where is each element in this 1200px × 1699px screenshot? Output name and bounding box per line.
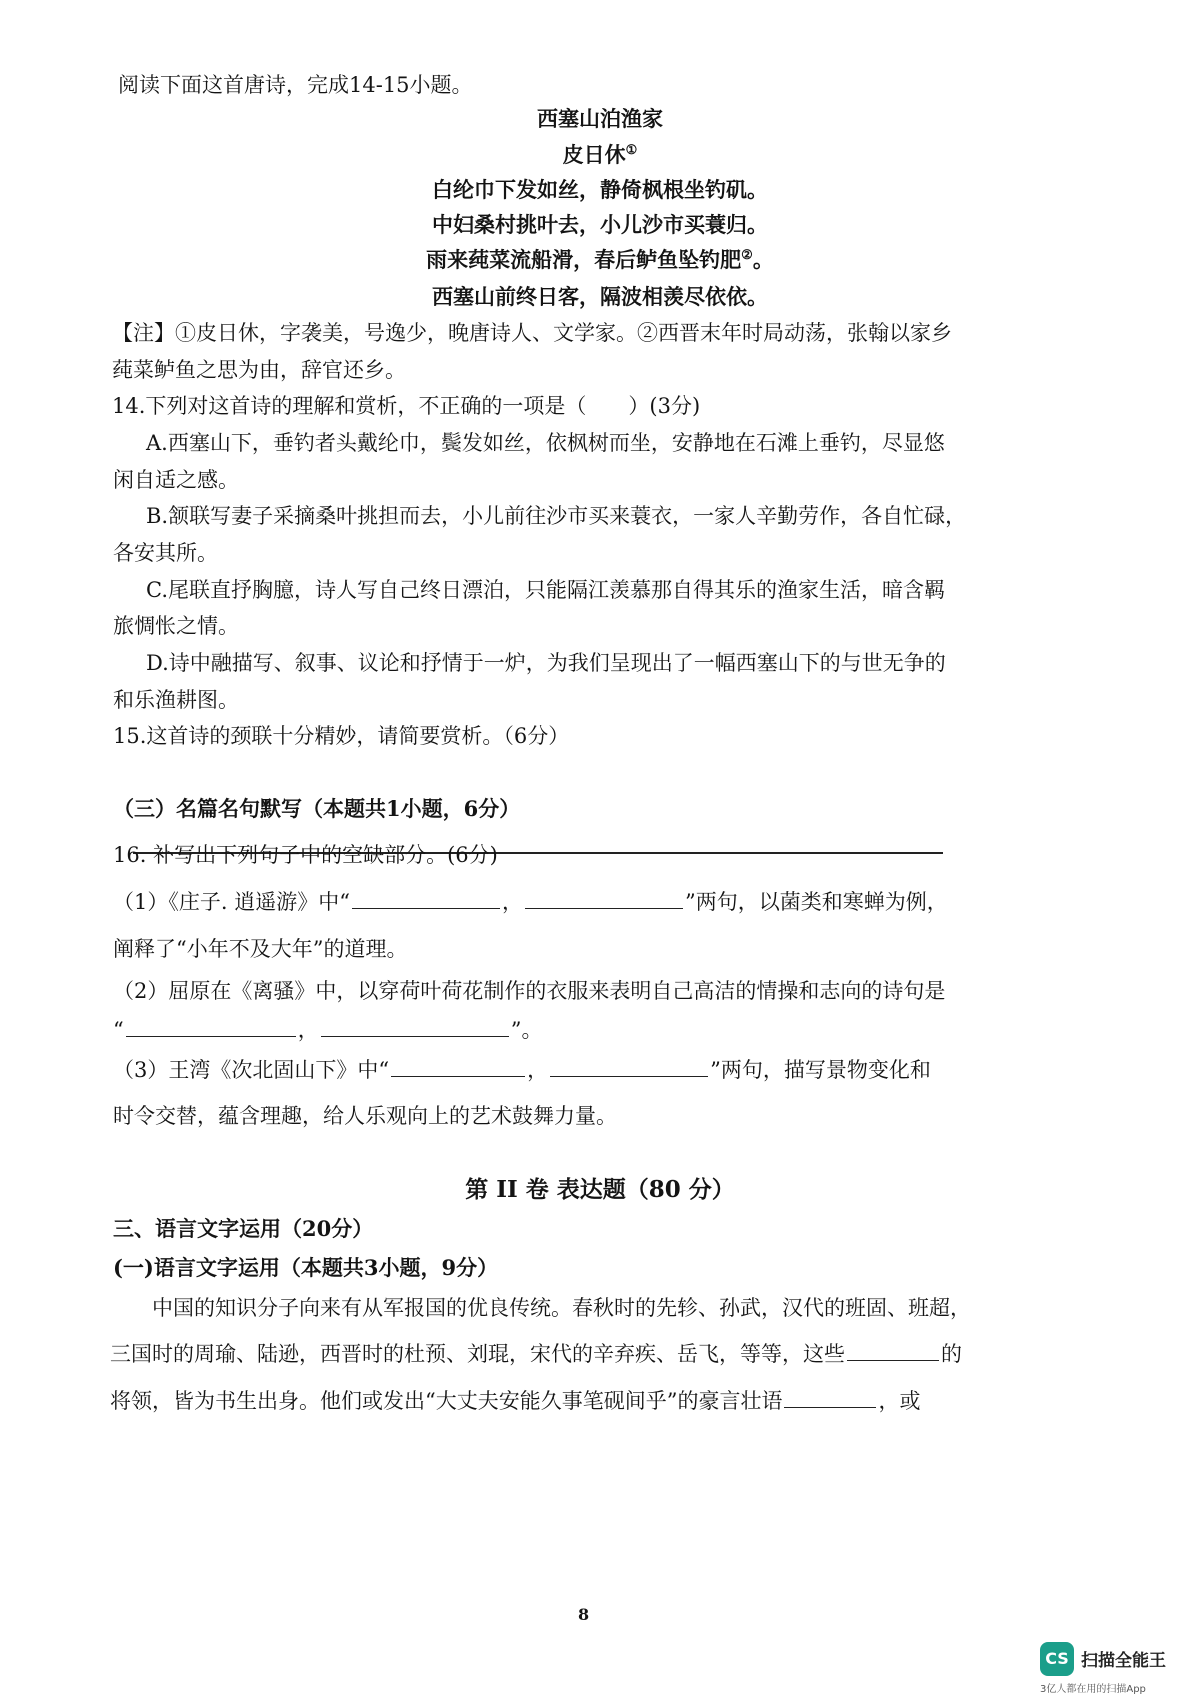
fill-blank[interactable]	[525, 888, 683, 909]
option-b-line-1: B.颔联写妻子采摘桑叶挑担而去，小儿前往沙市买来蓑衣，一家人辛勤劳作，各自忙碌，	[146, 504, 967, 528]
fill-blank[interactable]	[321, 1016, 509, 1037]
fill-blank[interactable]	[847, 1340, 939, 1361]
poem-title: 西塞山泊渔家	[537, 106, 663, 131]
option-a-line-2: 闲自适之感。	[113, 468, 239, 492]
option-a-line-1: A.西塞山下，垂钓者头戴纶巾，鬓发如丝，依枫树而坐，安静地在石滩上垂钓，尽显悠	[146, 431, 945, 455]
page-number: 8	[578, 1605, 590, 1624]
option-c-line-1: C.尾联直抒胸臆，诗人写自己终日漂泊，只能隔江羡慕那自得其乐的渔家生活，暗含羁	[146, 578, 945, 602]
note-line-1: 【注】①皮日休，字袭美，号逸少，晚唐诗人、文学家。②西晋末年时局动荡，张翰以家乡	[112, 321, 952, 345]
watermark-name: 扫描全能王	[1081, 1651, 1166, 1671]
author-footnote-mark: ①	[625, 143, 638, 158]
reading-intro: 阅读下面这首唐诗，完成14-15小题。	[118, 73, 473, 97]
scanner-watermark	[1040, 1642, 1190, 1695]
question-16-stem: 16. 补写出下列句子中的空缺部分。(6分)	[113, 843, 498, 867]
poem-author: 皮日休①	[562, 142, 638, 167]
passage-line-1: 中国的知识分子向来有从军报国的优良传统。春秋时的先轸、孙武，汉代的班固、班超，	[152, 1296, 971, 1320]
part-2-title: 第 II 卷 表达题（80 分）	[465, 1176, 735, 1203]
fill-blank[interactable]	[784, 1387, 876, 1408]
q16-part-1: （1）《庄子. 逍遥游》中“ ， ”两句，以菌类和寒蝉为例，	[113, 890, 948, 914]
option-d-line-1: D.诗中融描写、叙事、议论和抒情于一炉，为我们呈现出了一幅西塞山下的与世无争的	[146, 651, 946, 675]
section-language-subtitle: (一)语言文字运用（本题共3小题，9分）	[113, 1255, 499, 1280]
poem-line-2: 中妇桑村挑叶去，小儿沙市买蓑归。	[432, 212, 768, 237]
section-3-title: （三）名篇名句默写（本题共1小题，6分）	[113, 796, 521, 821]
camscanner-logo-icon: CS	[1040, 1642, 1074, 1676]
q16-part-2-line-2: “ ， ”。	[113, 1018, 543, 1042]
option-c-line-2: 旅惆怅之情。	[113, 614, 239, 638]
fill-blank[interactable]	[352, 888, 500, 909]
option-b-line-2: 各安其所。	[113, 541, 218, 565]
fill-blank[interactable]	[391, 1056, 525, 1077]
passage-line-2: 三国时的周瑜、陆逊，西晋时的杜预、刘琨，宋代的辛弃疾、岳飞，等等，这些 的	[110, 1342, 962, 1366]
option-d-line-2: 和乐渔耕图。	[113, 688, 239, 712]
question-14-stem: 14.下列对这首诗的理解和赏析，不正确的一项是（ ）(3分)	[112, 394, 701, 418]
section-language-title: 三、语言文字运用（20分）	[113, 1216, 374, 1241]
passage-line-3: 将领，皆为书生出身。他们或发出“大丈夫安能久事笔砚间乎”的豪言壮语 ，或	[110, 1389, 921, 1413]
fill-blank[interactable]	[126, 1016, 296, 1037]
watermark-tagline: 3亿人都在用的扫描App	[1040, 1684, 1146, 1695]
q16-part-3: （3）王湾《次北固山下》中“ ， ”两句，描写景物变化和	[113, 1058, 931, 1082]
q16-part-3-line-2: 时令交替，蕴含理趣，给人乐观向上的艺术鼓舞力量。	[113, 1104, 617, 1128]
question-15-stem: 15.这首诗的颈联十分精妙，请简要赏析。（6分）	[113, 724, 570, 748]
q16-part-1-line-2: 阐释了“小年不及大年”的道理。	[113, 937, 408, 961]
line3-footnote-mark: ②	[741, 248, 753, 263]
fill-blank[interactable]	[550, 1056, 708, 1077]
note-line-2: 莼菜鲈鱼之思为由，辞官还乡。	[112, 358, 406, 382]
poem-line-3: 雨来莼菜流船滑，春后鲈鱼坠钓肥②。	[426, 247, 774, 272]
poem-line-4: 西塞山前终日客，隔波相羡尽依依。	[432, 284, 768, 309]
poem-line-1: 白纶巾下发如丝，静倚枫根坐钓矶。	[432, 177, 768, 202]
q16-part-2-line-1: （2）屈原在《离骚》中，以穿荷叶荷花制作的衣服来表明自己高洁的情操和志向的诗句是	[113, 979, 946, 1003]
